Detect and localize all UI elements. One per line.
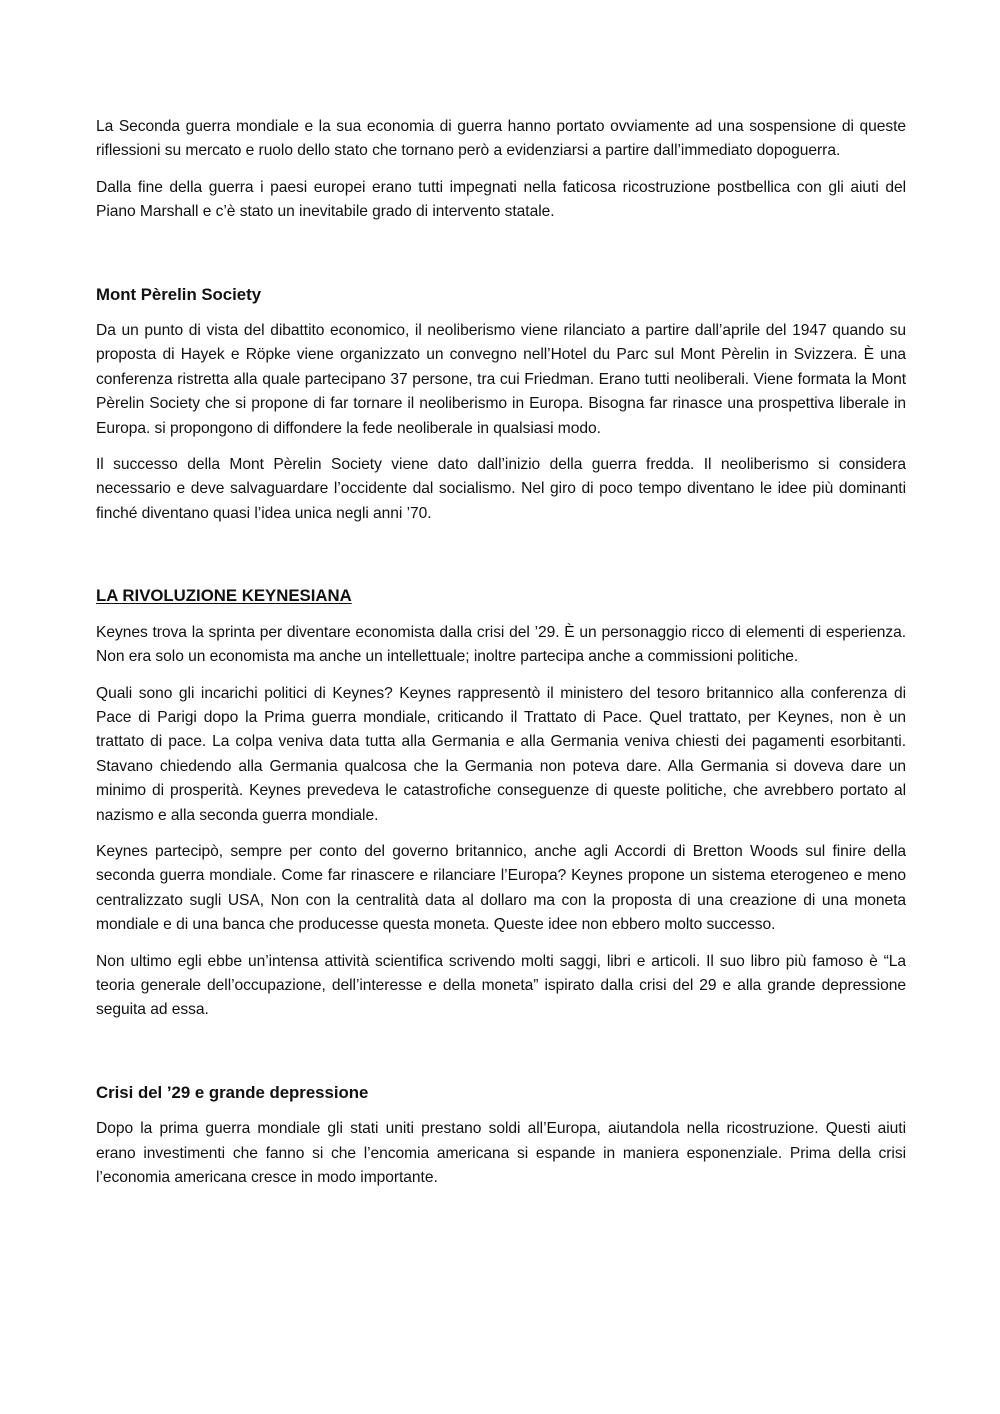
paragraph: La Seconda guerra mondiale e la sua economia di guerra hanno portato ovviamente ad una sospensione di queste riflessioni su mercato e ruolo dello stato che tornano però a evidenziarsi a partire dall’immediato dopoguerra.	[96, 118, 906, 160]
paragraph: Keynes trova la sprinta per diventare economista dalla crisi del ’29. È un personaggio ricco di elementi di esperienza. Non era solo un economista ma anche un intellettuale; inoltre partecipa anche a commissioni politiche.	[96, 623, 906, 666]
section-heading: Mont Pèrelin Society	[96, 284, 262, 304]
spacer	[96, 538, 906, 584]
spacer	[96, 237, 906, 283]
spacer	[96, 1035, 906, 1081]
paragraph: Non ultimo egli ebbe un’intensa attività scientifica scrivendo molti saggi, libri e articoli. Il suo libro più famoso è “La teoria generale dell’occupazione, dell’interesse e della moneta” ispirato dalla crisi del 29 e alla grande depressione seguita ad essa.	[96, 952, 906, 1019]
section-heading: LA RIVOLUZIONE KEYNESIANA	[96, 586, 352, 606]
section-heading: Crisi del ’29 e grande depressione	[96, 1082, 369, 1102]
paragraph: Quali sono gli incarichi politici di Keynes? Keynes rappresentò il ministero del tesoro britannico alla conferenza di Pace di Parigi dopo la Prima guerra mondiale, criticando il Trattato di Pace. Quel trattato, per Keynes, non è un trattato di pace. La colpa veniva data tutta alla Germania e alla Germania veniva chiesti dei pagamenti esorbitanti. Stavano chiedendo alla Germania qualcosa che la Germania non poteva dare. Alla Germania si doveva dare un minimo di prosperità. Keynes prevedeva le catastrofiche conseguenze di queste politiche, che avrebbero portato al nazismo e alla seconda guerra mondiale.	[96, 684, 906, 824]
paragraph: Dopo la prima guerra mondiale gli stati uniti prestano soldi all’Europa, aiutandola nella ricostruzione. Questi aiuti erano investimenti che fanno si che l’encomia americana si espande in maniera esponenziale. Prima della crisi l’economia americana cresce in modo importante.	[96, 1120, 906, 1186]
paragraph: Da un punto di vista del dibattito economico, il neoliberismo viene rilanciato a partire dall’aprile del 1947 quando su proposta di Hayek e Röpke viene organizzato un convegno nell’Hotel du Parc sul Mont Pèrelin in Svizzera. È una conferenza ristretta alla quale partecipano 37 persone, tra cui Friedman. Erano tutti neoliberali. Viene formata la Mont Pèrelin Society che si propone di far tornare il neoliberismo in Europa. Bisogna far rinasce una prospettiva liberale in Europa. si propongono di diffondere la fede neoliberale in qualsiasi modo.	[96, 322, 906, 437]
paragraph: Keynes partecipò, sempre per conto del governo britannico, anche agli Accordi di Bretton Woods sul finire della seconda guerra mondiale. Come far rinascere e rilanciare l’Europa? Keynes propone un sistema eterogeneo e meno centralizzato sugli USA, Non con la centralità data al dollaro ma con la proposta di una creazione di una moneta mondiale e di una banca che producesse questa moneta. Queste idee non ebbero molto successo.	[96, 842, 906, 934]
paragraph: Il successo della Mont Pèrelin Society viene dato dall’inizio della guerra fredda. Il neoliberismo si considera necessario e deve salvaguardare l’occidente dal socialismo. Nel giro di poco tempo diventano le idee più dominanti finché diventano quasi l’idea unica negli anni ’70.	[96, 456, 906, 522]
paragraph: Dalla fine della guerra i paesi europei erano tutti impegnati nella faticosa ricostruzione postbellica con gli aiuti del Piano Marshall e c’è stato un inevitabile grado di intervento statale.	[96, 178, 906, 221]
document-page	[96, 115, 906, 1202]
